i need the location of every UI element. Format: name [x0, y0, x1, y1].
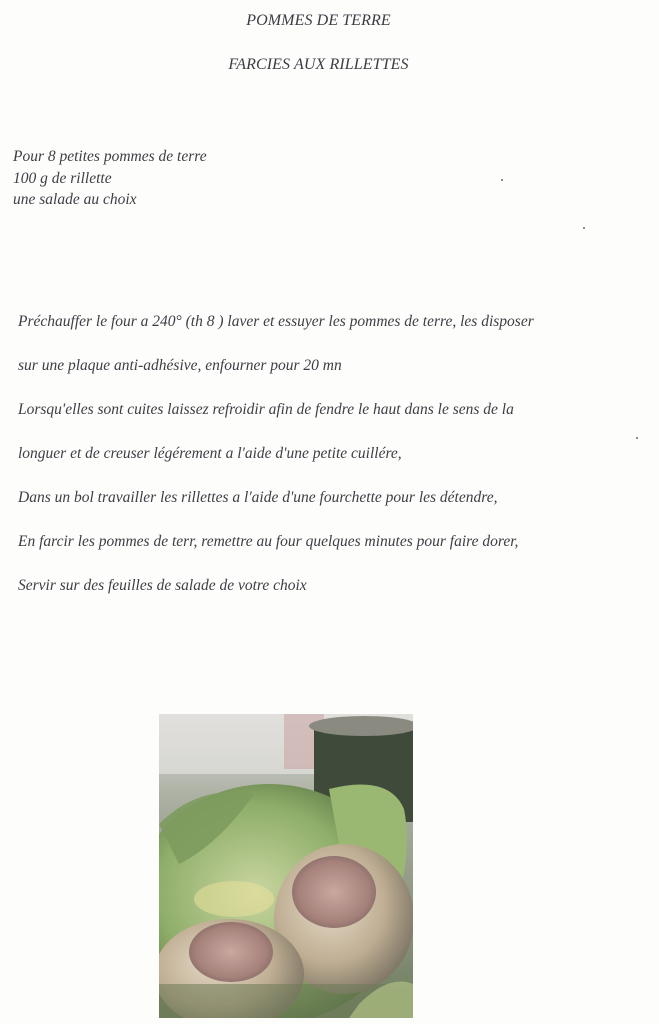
- stuffed-potatoes-photo: [159, 714, 413, 1018]
- step-line: Préchauffer le four a 240° (th 8 ) laver et essuyer les pommes de terre, les disposer: [18, 313, 534, 330]
- title-line-1: POMMES DE TERRE: [246, 12, 391, 29]
- title-line-2: FARCIES AUX RILLETTES: [228, 56, 409, 73]
- ingredient-item: une salade au choix: [13, 191, 137, 208]
- preparation-steps: [18, 312, 654, 620]
- scan-speck: [583, 227, 585, 229]
- scan-speck: [501, 179, 503, 181]
- ingredients-list: [13, 146, 207, 211]
- step-line: sur une plaque anti-adhésive, enfourner pour 20 mn: [18, 357, 342, 374]
- step-line: longuer et de creuser légérement a l'aide d'une petite cuillére,: [18, 445, 402, 462]
- step-line: Servir sur des feuilles de salade de votre choix: [18, 577, 307, 594]
- photo-illustration: [159, 714, 413, 1018]
- step-line: Dans un bol travailler les rillettes a l'aide d'une fourchette pour les détendre,: [18, 489, 498, 506]
- step-line: Lorsqu'elles sont cuites laissez refroidir afin de fendre le haut dans le sens de la: [18, 401, 514, 418]
- ingredient-item: Pour 8 petites pommes de terre: [13, 148, 207, 165]
- step-line: En farcir les pommes de terr, remettre au four quelques minutes pour faire dorer,: [18, 533, 519, 550]
- ingredient-item: 100 g de rillette: [13, 169, 112, 187]
